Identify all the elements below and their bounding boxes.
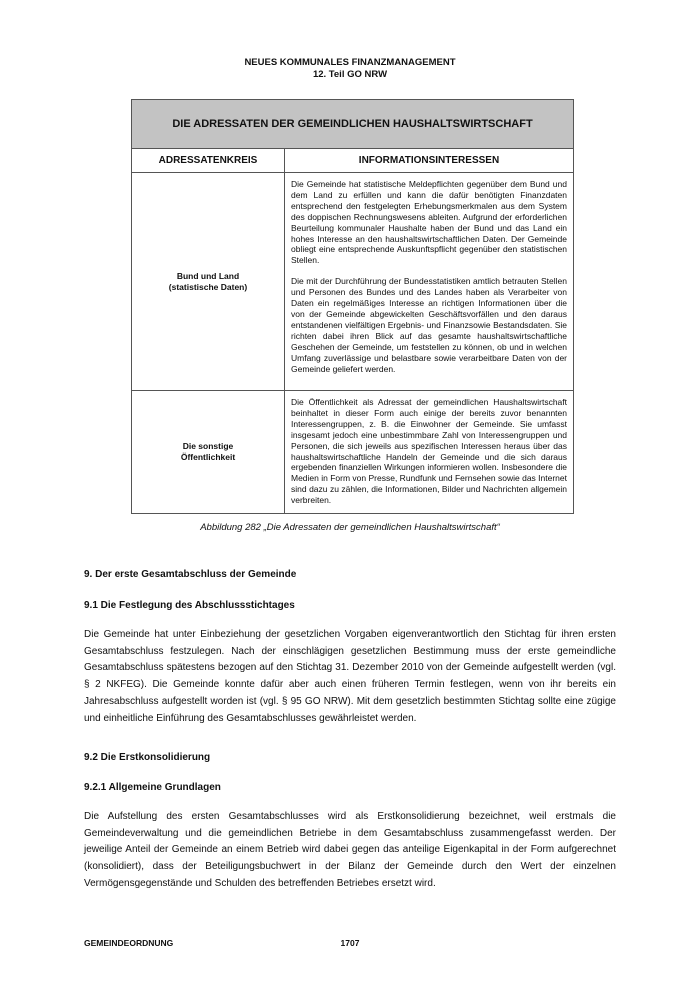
table-title: DIE ADRESSATEN DER GEMEINDLICHEN HAUSHALTSWIRTSCHAFT xyxy=(132,100,574,149)
section-heading: 9. Der erste Gesamtabschluss der Gemeinde xyxy=(84,569,297,580)
row-label xyxy=(132,173,285,391)
row-label-line-2: Öffentlichkeit xyxy=(180,452,236,462)
body-paragraph: Die Gemeinde hat unter Einbeziehung der gesetzlichen Vorgaben eigenverantwortlich den Stichtag für ihren ersten Gesamtabschluss festzulegen. Nach der einschlägigen gesetzlichen Bestimmung muss der erste gemeindliche Gesamtabschluss spätestens bezogen auf den Stichtag 31. Dezember 2010 von der Gemeinde aufgestellt werden (vgl. § 2 NKFEG). Die Gemeinde konnte dafür aber auch einen früheren Termin festlegen, wenn von ihr bereits ein Jahresabschluss aufgestellt worden ist (vgl. § 95 GO NRW). Mit dem gesetzlich bestimmten Stichtag sollte eine zügige und einheitliche Einführung des Gesamtabschlusses gewährleistet werden. xyxy=(84,629,616,724)
column-header-adressatenkreis: ADRESSATENKREIS xyxy=(132,149,285,173)
table-row xyxy=(132,173,574,391)
table-row xyxy=(132,391,574,514)
figure-caption: Abbildung 282 „Die Adressaten der gemeindlichen Haushaltswirtschaft“ xyxy=(200,522,500,533)
row-description xyxy=(285,391,574,514)
row-label-line-1: Bund und Land xyxy=(176,270,240,281)
row-description xyxy=(285,173,574,391)
row-label-line-2: (statistische Daten) xyxy=(168,281,248,292)
page-header xyxy=(0,57,700,81)
subsection-heading: 9.2 Die Erstkonsolidierung xyxy=(84,752,211,763)
addressee-table xyxy=(131,99,574,514)
subsection-heading: 9.1 Die Festlegung des Abschlussstichtages xyxy=(84,600,295,611)
header-line-2: 12. Teil GO NRW xyxy=(312,69,388,80)
header-line-1: NEUES KOMMUNALES FINANZMANAGEMENT xyxy=(244,57,456,68)
row-label-line-1: Die sonstige xyxy=(182,441,234,451)
body-paragraph: Die Aufstellung des ersten Gesamtabschlusses wird als Erstkonsolidierung bezeichnet, weil erstmals die Gemeindeverwaltung und die gemeindlichen Betriebe in dem Gesamtabschluss zusammengefasst werden. Der jeweilige Anteil der Gemeinde an einem Betrieb wird dabei gegen das anteilige Eigenkapital in der Form aufgerechnet (konsolidiert), dass der Beteiligungsbuchwert in der Bilanz der Gemeinde durch den Wert der einzelnen Vermögensgegenstände und Schulden des betreffenden Betriebes ersetzt wird. xyxy=(84,811,616,889)
column-header-informationsinteressen: INFORMATIONSINTERESSEN xyxy=(285,149,574,173)
footer-label: GEMEINDEORDNUNG xyxy=(84,938,174,948)
row-paragraph: Die Öffentlichkeit als Adressat der gemeindlichen Haushaltswirtschaft beinhaltet in dieser Form auch einige der bereits zuvor benannten Interessengruppen, z. B. die Einwohner der Gemeinde. Sie umfasst insgesamt jedoch eine unbestimmbare Zahl von Interessengruppen und Personen, die sich jeweils aus spezifischen Interessen heraus über das haushaltswirtschaftliche Handeln der Gemeinde und die sich daraus ergebenden finanziellen Wirkungen informieren wollen. Insbesondere die Medien in Form von Presse, Rundfunk und Fernsehen sowie das Internet sind dazu zu zählen, die Informationen, Bilder und Nachrichten allgemein verbreiten. xyxy=(291,397,567,506)
subsection-heading: 9.2.1 Allgemeine Grundlagen xyxy=(84,782,221,793)
row-paragraph: Die mit der Durchführung der Bundesstatistiken amtlich betrauten Stellen und Personen des Bundes und des Landes haben als Verarbeiter von Daten ein regelmäßiges Interesse an richtigen Informationen über die von der Gemeinde abgewickelten Geschäftsvorfällen und den daraus entstandenen vielfältigen Ergebnis- und Finanzsowie Bestandsdaten. Sie richten dabei ihren Blick auf das gesamte haushaltswirtschaftliche Geschehen der Gemeinde, um feststellen zu können, ob und in welchen Umfang zuverlässige und belastbare sowie verarbeitbare Daten von der Gemeinde geliefert werden. xyxy=(291,276,567,374)
row-paragraph: Die Gemeinde hat statistische Meldepflichten gegenüber dem Bund und dem Land zu erfüllen und kann die dafür benötigten Finanzdaten entsprechend den festgelegten Erhebungsmerkmalen aus dem System des doppischen Rechnungswesens ableiten. Aufgrund der erforderlichen Beurteilung kommunaler Haushalte haben der Bund und das Land ein hohes Interesse an den haushaltswirtschaftlichen Daten. Der Gemeinde obliegt eine entsprechende Auskunftspflicht gegenüber den statistischen Stellen. xyxy=(291,179,567,266)
page-number: 1707 xyxy=(340,938,360,948)
row-label xyxy=(132,391,285,514)
